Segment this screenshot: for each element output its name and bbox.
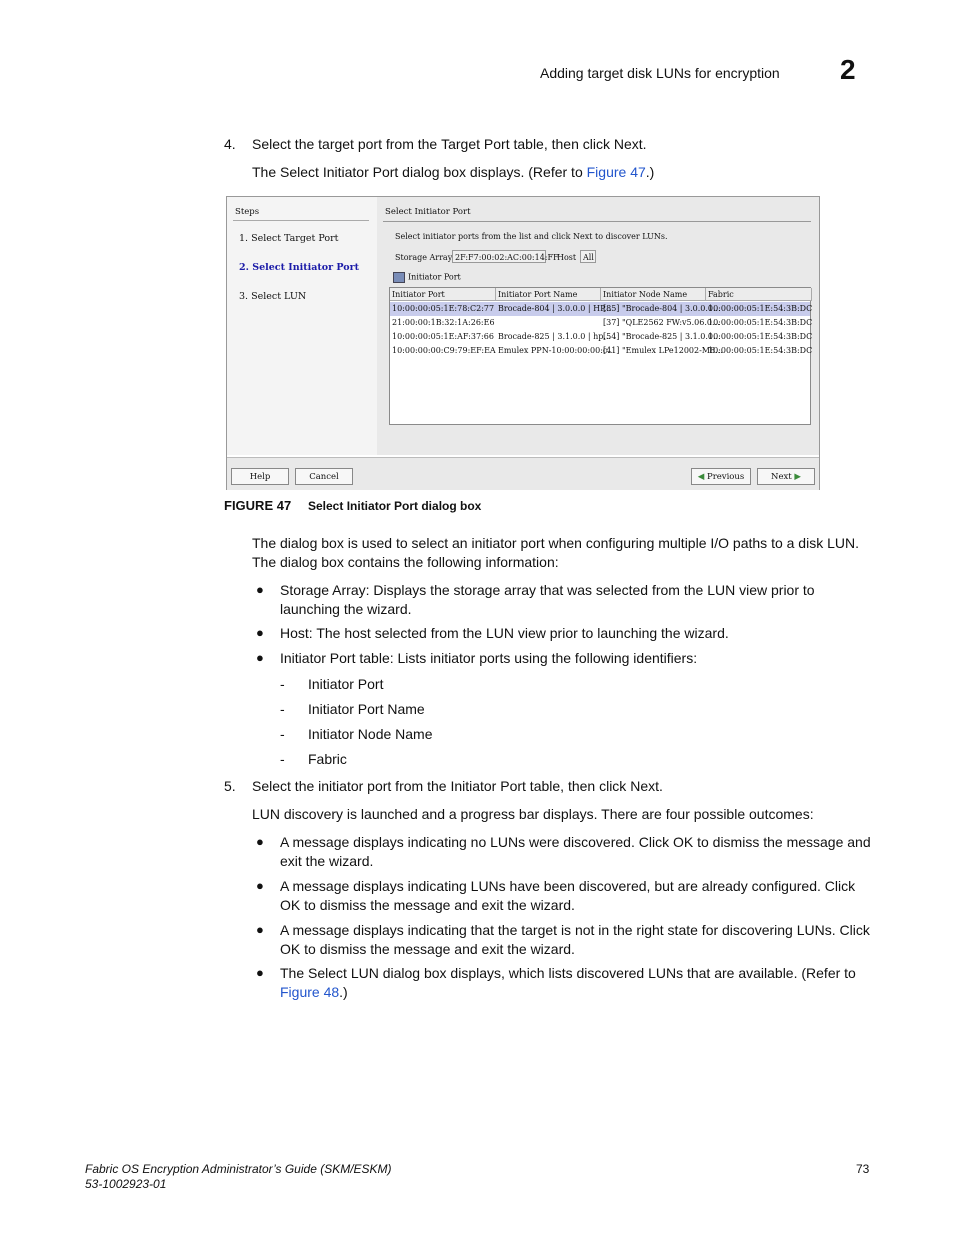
outcome-wrong-state [280,921,874,959]
outcome-ok: OK [672,834,694,850]
sub-item-initiator-port-name: Initiator Port Name [308,701,425,717]
cell-initiator-port: 10:00:00:00:C9:79:EF:EA [392,346,496,355]
step-4-number: 4. [224,136,236,152]
step-5-end: . [659,778,663,794]
cell-fabric: 10:00:00:05:1E:54:3B:DC [708,346,813,355]
initiator-port-pane [377,197,819,455]
outcome-pre: The [280,965,309,981]
step-4-end: . [642,136,647,152]
cell-initiator-port-name: Brocade-825 | 3.1.0.0 | hp... [498,332,612,341]
dialog-button-bar [227,457,819,490]
step-5-number: 5. [224,778,236,794]
bullet-text: : Displays the storage array that was selected from the LUN view prior to launching the wizard. [280,582,815,617]
outcome-already-configured [280,877,870,915]
cell-fabric: 10:00:00:05:1E:54:3B:DC [708,318,813,327]
table-row[interactable] [390,316,813,330]
outcome-ok: OK [280,941,301,957]
steps-title: Steps [235,207,260,217]
storage-array-label: Storage Array [395,253,453,262]
figure-48-link[interactable]: Figure 48 [280,984,340,1000]
table-row[interactable] [390,344,813,358]
outcome-pre: A message displays indicating LUNs have been discovered, but are already configured. Click [280,878,856,894]
help-button[interactable]: Help [231,468,289,485]
pane-instruction: Select initiator ports from the list and click Next to discover LUNs. [395,232,668,241]
outcome-post: to dismiss the message and exit the wizard. [300,897,575,913]
step-4-note-pre: The [252,164,281,180]
chapter-number: 2 [840,54,856,85]
cell-initiator-port: 10:00:00:05:1E:AF:37:66 [392,332,494,341]
initiator-icon [393,272,405,283]
pane-divider [383,221,811,222]
footer-title: Fabric OS Encryption Administrator’s Guide (SKM/ESKM) [85,1162,392,1176]
next-button[interactable] [757,468,815,485]
cell-initiator-node-name: [85] "Brocade-804 | 3.0.0.0... [603,304,721,313]
table-row[interactable] [390,302,813,316]
step-4-note [252,163,872,182]
page-number: 73 [856,1162,870,1176]
host-field: All [580,250,596,263]
previous-button[interactable] [691,468,751,485]
sub-dash: - [280,676,285,692]
bullet-dot: ● [256,650,264,665]
bullet-dot: ● [256,834,264,849]
bullet-bold: Storage Array [280,582,366,598]
cell-fabric: 10:00:00:05:1E:54:3B:DC [708,332,813,341]
step-4-target-port: Target Port [441,136,510,152]
bullet-text: table: Lists initiator ports using the following identifiers: [355,650,698,666]
outcome-ok: OK [280,897,301,913]
storage-array-field: 2F:F7:00:02:AC:00:14:FF [452,250,546,263]
step-select-lun: 3. Select LUN [239,291,307,302]
step-select-initiator-port: 2. Select Initiator Port [239,262,360,273]
step-5-note: LUN discovery is launched and a progress bar displays. There are four possible outcomes: [252,806,814,822]
col-initiator-node-name[interactable]: Initiator Node Name [601,288,706,301]
outcome-select-lun-bold: Select LUN [308,965,379,981]
bullet-initiator-port [280,649,870,668]
table-row[interactable] [390,330,813,344]
step-4-note-end: .) [645,164,655,180]
step-4-mid: table, then click [509,136,614,152]
step-5-next: Next [630,778,659,794]
outcome-no-luns [280,833,872,871]
col-initiator-port-name[interactable]: Initiator Port Name [496,288,601,301]
bullet-dot: ● [256,582,264,597]
step-5-initiator-port: Initiator Port [450,778,526,794]
arrow-right-icon: ▶ [794,472,801,482]
steps-panel [227,197,377,455]
bullet-dot: ● [256,625,264,640]
running-header-title: Adding target disk LUNs for encryption [540,65,780,81]
sub-item-initiator-port: Initiator Port [308,676,384,692]
initiator-port-table-heading [393,272,461,283]
dialog-description: The dialog box is used to select an initiator port when configuring multiple I/O paths to a disk LUN. The dialog box contains the following information: [252,535,859,570]
step-4-next: Next [613,136,643,152]
figure-47-link[interactable]: Figure 47 [586,164,646,180]
outcome-select-lun [280,964,872,1002]
outcome-pre: A message displays indicating that the target is not in the right state for discovering LUNs. Click [280,922,870,938]
bullet-dot: ● [256,878,264,893]
col-fabric[interactable]: Fabric [706,288,812,301]
initiator-table-title: Initiator Port [408,272,461,282]
select-initiator-port-dialog [226,196,820,490]
cell-initiator-node-name: [37] "QLE2562 FW:v5.06.0... [603,318,720,327]
sub-dash: - [280,751,285,767]
cell-initiator-port-name: Emulex PPN-10:00:00:00:c... [498,346,616,355]
previous-label: Previous [706,472,745,482]
step-4-note-bold: Select Initiator Port [280,164,399,180]
step-5-pre: Select the initiator port from the [252,778,451,794]
steps-divider [233,220,369,221]
sub-item-initiator-node-name: Initiator Node Name [308,726,433,742]
sub-dash: - [280,726,285,742]
pane-title: Select Initiator Port [385,207,471,217]
cell-initiator-port-name [496,316,601,330]
outcome-pre: A message displays indicating no LUNs were discovered. Click [280,834,673,850]
cancel-button[interactable]: Cancel [295,468,353,485]
step-4-note-mid: dialog box displays. (Refer to [398,164,587,180]
footer-doc-number: 53-1002923-01 [85,1177,167,1191]
cell-initiator-port: 21:00:00:1B:32:1A:26:E6 [392,318,495,327]
cell-initiator-port: 10:00:00:05:1E:78:C2:77 [392,304,495,313]
bullet-dot: ● [256,922,264,937]
arrow-left-icon: ◀ [697,472,705,482]
outcome-end: .) [339,984,348,1000]
bullet-bold: Initiator Port [280,650,356,666]
footer-doc-info [85,1162,392,1192]
bullet-text: : The host selected from the LUN view prior to launching the wizard. [308,625,729,641]
bullet-dot: ● [256,965,264,980]
outcome-post: to dismiss the message and exit the wizard. [300,941,575,957]
step-select-target-port: 1. Select Target Port [239,233,339,244]
bullet-bold: Host [280,625,309,641]
step-5-text [252,777,872,796]
bullet-host [280,624,870,643]
step-5-mid: table, then click [525,778,631,794]
initiator-port-table [389,287,811,425]
sub-item-fabric: Fabric [308,751,347,767]
cell-initiator-port-name: Brocade-804 | 3.0.0.0 | HP... [498,304,612,313]
cell-initiator-node-name: [54] "Brocade-825 | 3.1.0.0... [603,332,721,341]
figure-caption-text: Select Initiator Port dialog box [308,499,482,513]
host-label: Host [557,253,577,262]
figure-caption-label: FIGURE 47 [224,498,292,513]
bullet-storage-array [280,581,870,619]
sub-dash: - [280,701,285,717]
step-4-pre: Select the target port from the [252,136,442,152]
cell-initiator-node-name: [41] "Emulex LPe12002-M8... [603,346,723,355]
step-4-text [252,135,872,154]
col-initiator-port[interactable]: Initiator Port [390,288,496,301]
next-label: Next [771,472,792,482]
cell-fabric: 10:00:00:05:1E:54:3B:DC [708,304,813,313]
outcome-post: to dismiss the message and exit the wizard. [280,834,871,869]
outcome-post: dialog box displays, which lists discovered LUNs that are available. (Refer to [378,965,856,981]
